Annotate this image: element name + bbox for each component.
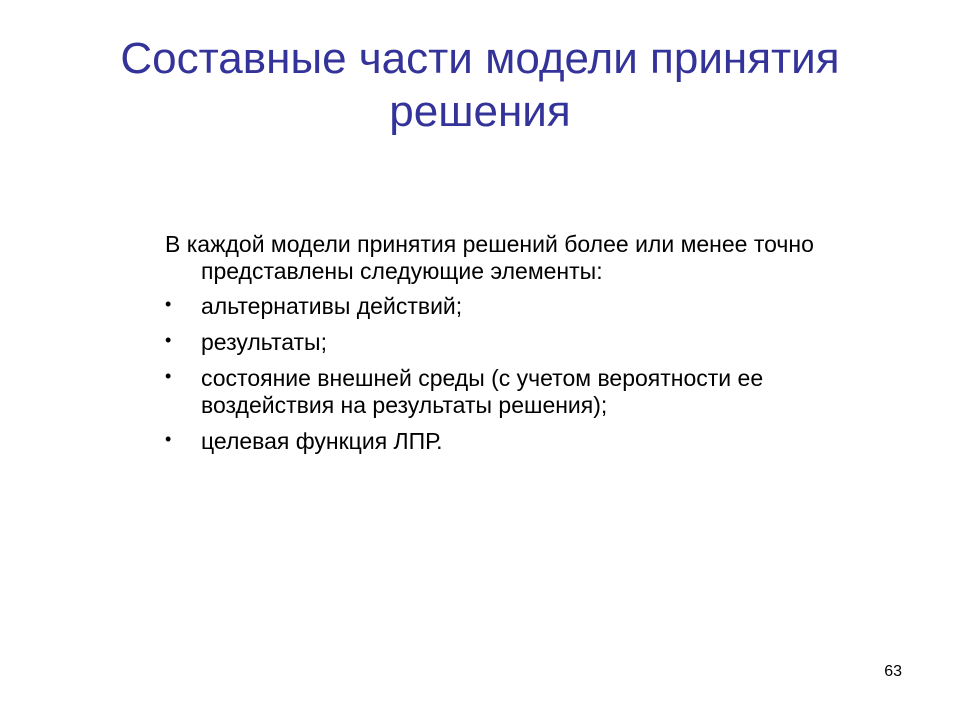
slide-title: Составные части модели принятия решения [120,34,840,136]
bullet-item-objective [165,428,885,455]
bullet-text: результаты; [201,329,327,355]
bullet-item-alternatives [165,293,885,320]
bullet-item-environment [165,365,885,419]
bullet-icon: • [165,294,172,314]
slide-body [165,231,885,464]
bullet-icon: • [165,366,172,386]
bullet-list [165,293,885,455]
bullet-text: альтернативы действий; [201,293,463,319]
page-number: 63 [884,663,902,680]
intro-text: В каждой модели принятия решений более или менее точно представлены следующие элементы: [165,231,814,284]
bullet-item-results [165,329,885,356]
bullet-icon: • [165,330,172,350]
bullet-text: состояние внешней среды (с учетом вероятности ее воздействия на результаты решения); [201,365,764,418]
bullet-icon: • [165,429,172,449]
bullet-text: целевая функция ЛПР. [201,428,443,454]
